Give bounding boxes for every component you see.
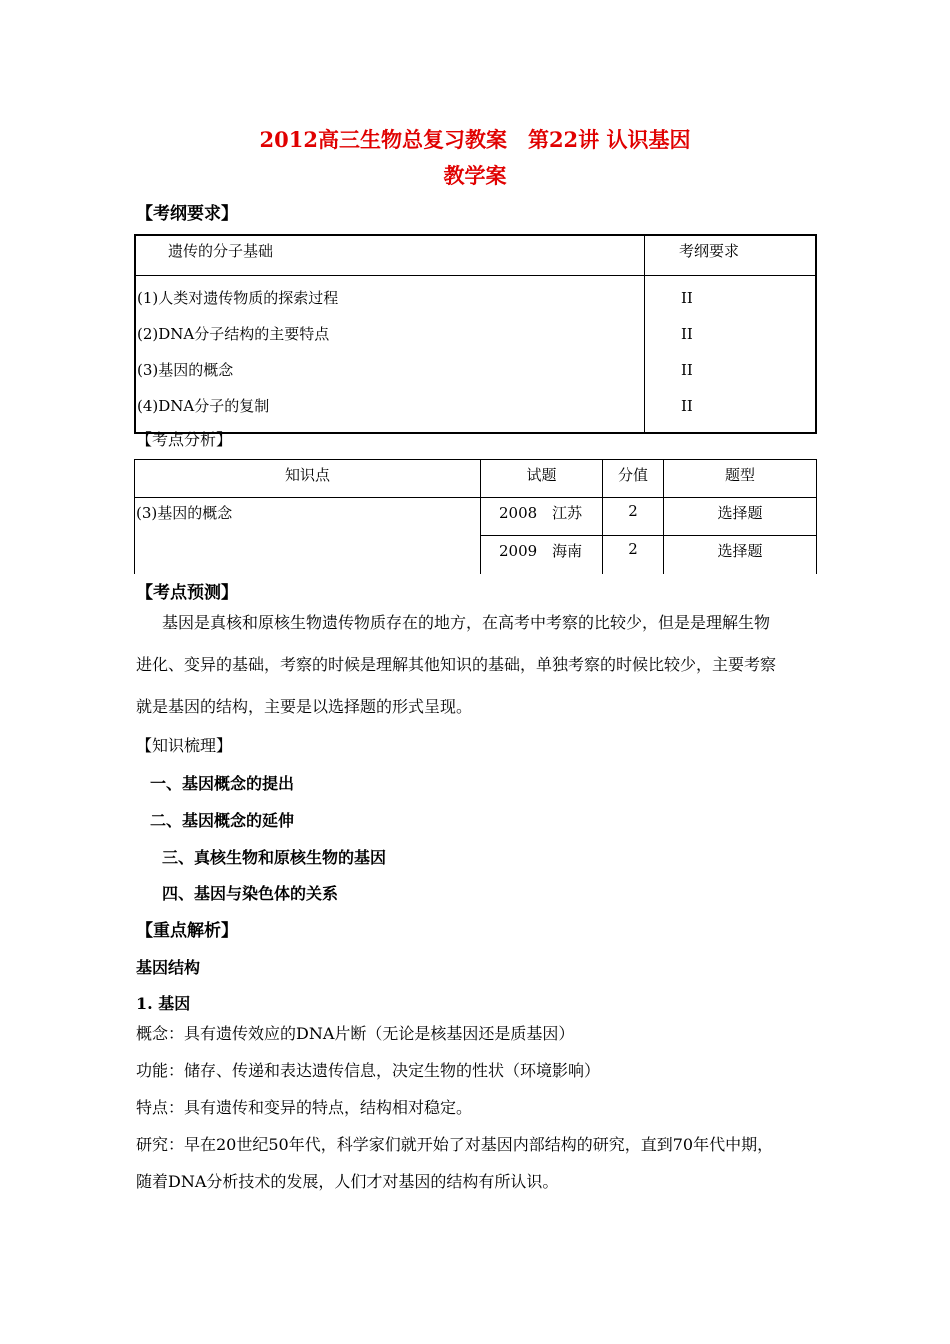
table-header: 题型 — [664, 460, 817, 498]
outline-item: 一、基因概念的提出 — [150, 774, 295, 793]
paragraph-line: 功能：储存、传递和表达遗传信息，决定生物的性状（环境影响） — [136, 1061, 601, 1080]
syllabus-table — [134, 234, 817, 434]
paragraph-line: 就是基因的结构，主要是以选择题的形式呈现。 — [136, 697, 473, 716]
syllabus-levels — [645, 275, 817, 433]
table-cell: 2 — [603, 498, 664, 536]
subheading-structure: 基因结构 — [136, 958, 201, 977]
gene-notes — [136, 1015, 826, 1200]
table-cell: (4)DNA分子的复制 — [137, 396, 270, 415]
prediction-paragraph — [136, 602, 826, 728]
table-cell: 2008 江苏 — [481, 498, 603, 536]
point-heading: 1. 基因 — [136, 994, 191, 1013]
table-header: 知识点 — [135, 460, 481, 498]
outline-item: 二、基因概念的延伸 — [150, 811, 295, 830]
table-cell: 2009 海南 — [481, 536, 603, 574]
outline-item: 四、基因与染色体的关系 — [162, 884, 339, 903]
table-cell: II — [681, 324, 693, 343]
page-title: 2012高三生物总复习教案 第22讲 认识基因 — [259, 127, 691, 152]
section-fenxi: 【考点分析】 — [136, 430, 233, 449]
paragraph-line: 特点：具有遗传和变异的特点，结构相对稳定。 — [136, 1098, 473, 1117]
table-cell: II — [681, 396, 693, 415]
paragraph-line: 进化、变异的基础，考察的时候是理解其他知识的基础，单独考察的时候比较少，主要考察 — [136, 655, 777, 674]
table-cell: (1)人类对遗传物质的探索过程 — [137, 288, 339, 307]
section-yuce: 【考点预测】 — [136, 583, 238, 603]
paragraph-line: 基因是真核和原核生物遗传物质存在的地方，在高考中考察的比较少，但是是理解生物 — [162, 613, 771, 632]
table-cell: 选择题 — [664, 536, 817, 574]
paragraph-line: 概念：具有遗传效应的DNA片断（无论是核基因还是质基因） — [136, 1024, 575, 1043]
table-cell: 2 — [603, 536, 664, 574]
table-header: 分值 — [603, 460, 664, 498]
analysis-table — [134, 459, 817, 574]
paragraph-line: 随着DNA分析技术的发展，人们才对基因的结构有所认识。 — [136, 1172, 559, 1191]
section-kaogang: 【考纲要求】 — [136, 204, 238, 224]
page-subtitle: 教学案 — [443, 163, 507, 188]
table-cell: (3)基因的概念 — [135, 498, 481, 574]
section-shuli: 【知识梳理】 — [136, 736, 233, 755]
table-header: 考纲要求 — [645, 235, 817, 275]
table-cell: (3)基因的概念 — [137, 360, 234, 379]
outline-item: 三、真核生物和原核生物的基因 — [162, 848, 387, 867]
section-jiexi: 【重点解析】 — [136, 921, 238, 941]
table-cell: II — [681, 288, 693, 307]
syllabus-items — [135, 275, 645, 433]
table-header: 遗传的分子基础 — [135, 235, 645, 275]
table-cell: 选择题 — [664, 498, 817, 536]
paragraph-line: 研究：早在20世纪50年代，科学家们就开始了对基因内部结构的研究，直到70年代中期， — [136, 1135, 774, 1154]
table-cell: (2)DNA分子结构的主要特点 — [137, 324, 330, 343]
table-cell: II — [681, 360, 693, 379]
table-header: 试题 — [481, 460, 603, 498]
